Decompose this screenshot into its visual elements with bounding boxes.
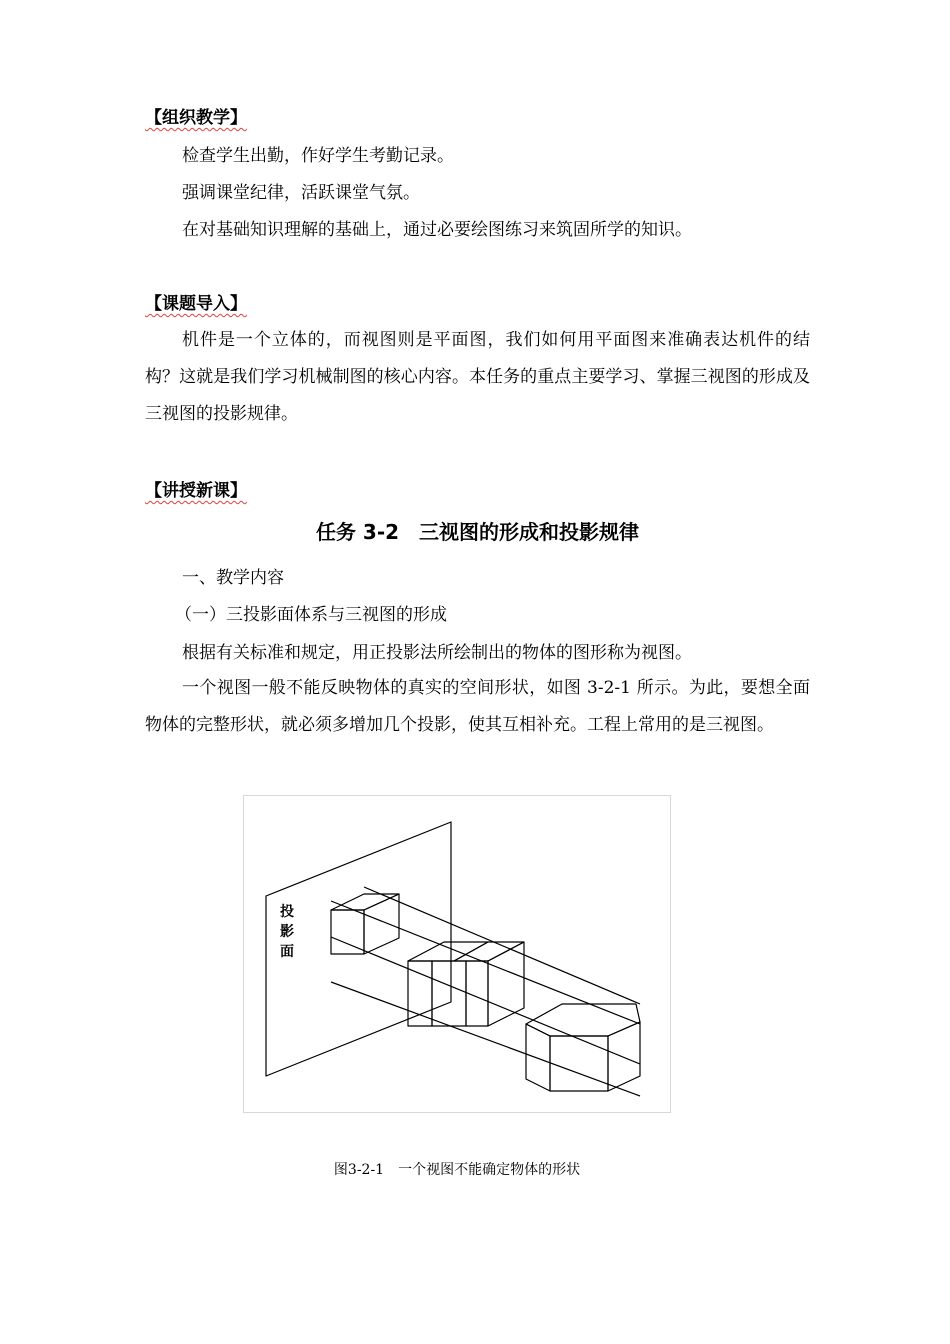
plane-label-char-3: 面 bbox=[280, 944, 294, 960]
organize-line-1: 检查学生出勤，作好学生考勤记录。 bbox=[182, 146, 454, 166]
far-box-top bbox=[331, 894, 399, 910]
far-box-side bbox=[364, 894, 399, 954]
front-prism-right-face bbox=[608, 1022, 640, 1091]
heading-new-lesson: 【讲授新课】 bbox=[145, 481, 247, 501]
projector-line bbox=[364, 887, 640, 1004]
teaching-content-item: 一、教学内容 bbox=[182, 568, 284, 588]
intro-paragraph: 机件是一个立体的，而视图则是平面图，我们如何用平面图来准确表达机件的结构？这就是我们学习机械制图的核心内容。本任务的重点主要学习、掌握三视图的形成及三视图的投影规律。 bbox=[145, 330, 810, 424]
figure-caption: 图3-2-1 一个视图不能确定物体的形状 bbox=[333, 1162, 581, 1178]
projection-drawing bbox=[244, 796, 672, 1114]
organize-line-3: 在对基础知识理解的基础上，通过必要绘图练习来筑固所学的知识。 bbox=[182, 220, 692, 240]
one-view-paragraph: 一个视图一般不能反映物体的真实的空间形状，如图 3-2-1 所示。为此，要想全面物体的完整形状，就必须多增加几个投影，使其互相补充。工程上常用的是三视图。 bbox=[145, 678, 810, 735]
projector-line bbox=[331, 937, 640, 1064]
task-title: 任务 3-2 三视图的形成和投影规律 bbox=[315, 520, 640, 544]
projector-line bbox=[331, 901, 640, 1024]
middle-box-front-mid bbox=[432, 961, 466, 1026]
projector-line bbox=[331, 982, 640, 1096]
figure-3-2-1 bbox=[243, 795, 671, 1113]
middle-box-top-right bbox=[454, 942, 524, 961]
far-box-front bbox=[331, 910, 364, 954]
front-prism-front-face bbox=[550, 1036, 608, 1091]
view-definition-line: 根据有关标准和规定，用正投影法所绘制出的物体的图形称为视图。 bbox=[182, 643, 692, 663]
middle-box-side bbox=[488, 942, 524, 1026]
organize-line-2: 强调课堂纪律，活跃课堂气氛。 bbox=[182, 183, 420, 203]
front-prism-top bbox=[526, 1004, 640, 1036]
heading-organize-teaching: 【组织教学】 bbox=[145, 108, 247, 128]
projection-system-item: （一）三投影面体系与三视图的形成 bbox=[175, 605, 447, 625]
plane-label-char-1: 投 bbox=[280, 904, 294, 920]
plane-label-char-2: 影 bbox=[280, 924, 294, 940]
heading-topic-intro: 【课题导入】 bbox=[145, 294, 247, 314]
front-prism-left-face bbox=[526, 1024, 550, 1091]
